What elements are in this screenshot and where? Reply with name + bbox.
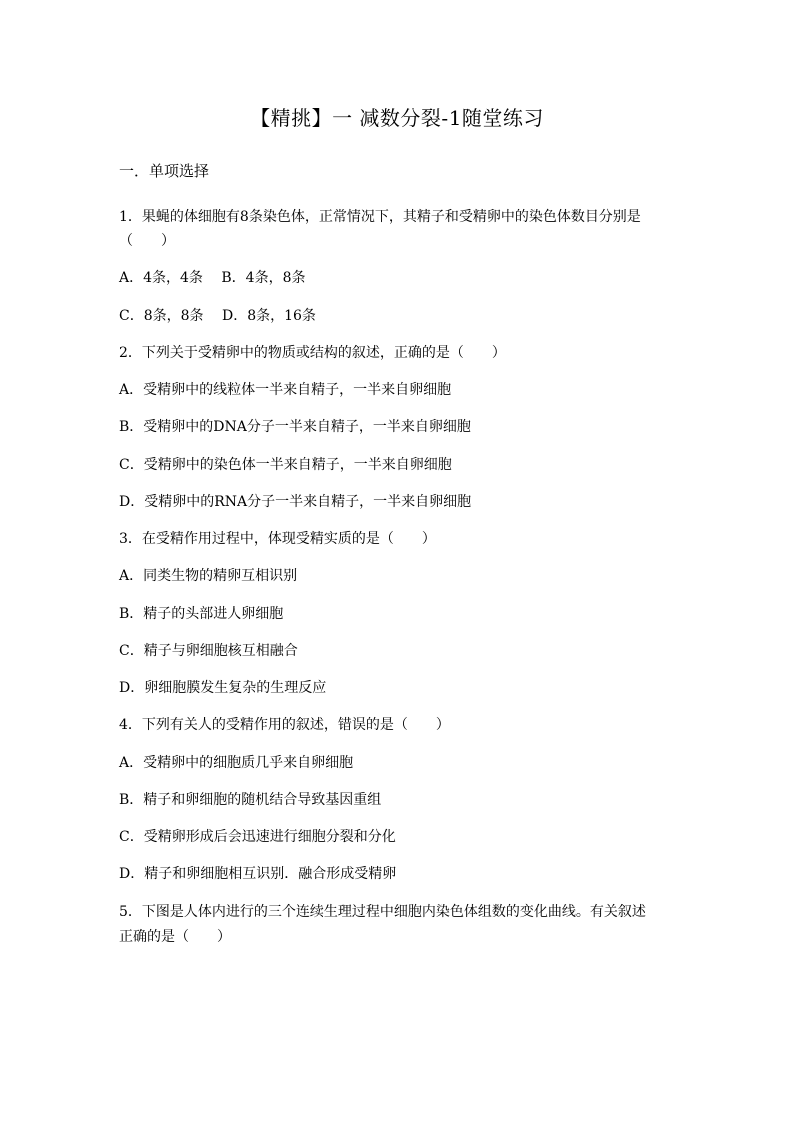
question-1-options-row-2: C．8条，8条 D．8条，16条 [119, 308, 316, 324]
question-3-option-b: B．精子的头部进人卵细胞 [119, 606, 284, 622]
question-5-stem-line-2: 正确的是（ ） [119, 929, 231, 945]
page-title: 【精挑】一 减数分裂-1随堂练习 [250, 106, 544, 130]
question-4-option-a: A．受精卵中的细胞质几乎来自卵细胞 [119, 755, 354, 771]
question-2-option-a: A．受精卵中的线粒体一半来自精子，一半来自卵细胞 [119, 382, 452, 398]
question-3-stem: 3．在受精作用过程中，体现受精实质的是（ ） [119, 531, 436, 547]
question-2-option-c: C．受精卵中的染色体一半来自精子，一半来自卵细胞 [119, 457, 452, 473]
question-5-stem-line-1: 5．下图是人体内进行的三个连续生理过程中细胞内染色体组数的变化曲线。有关叙述 [119, 904, 646, 920]
question-1-stem-line-1: 1．果蝇的体细胞有8条染色体，正常情况下，其精子和受精卵中的染色体数目分别是 [119, 209, 641, 225]
question-4-option-c: C．受精卵形成后会迅速进行细胞分裂和分化 [119, 829, 396, 845]
question-4-option-d: D．精子和卵细胞相互识别．融合形成受精卵 [119, 866, 397, 882]
question-3-option-d: D．卵细胞膜发生复杂的生理反应 [119, 680, 327, 696]
question-3-option-a: A．同类生物的精卵互相识别 [119, 568, 298, 584]
question-1-stem-line-2: （ ） [119, 233, 175, 249]
question-2-option-d: D．受精卵中的RNA分子一半来自精子，一半来自卵细胞 [119, 494, 472, 510]
section-heading: 一．单项选择 [119, 162, 210, 180]
question-3-option-c: C．精子与卵细胞核互相融合 [119, 643, 298, 659]
question-4-option-b: B．精子和卵细胞的随机结合导致基因重组 [119, 792, 382, 808]
question-1-options-row-1: A．4条，4条 B．4条，8条 [119, 270, 306, 286]
question-2-stem: 2．下列关于受精卵中的物质或结构的叙述，正确的是（ ） [119, 345, 506, 361]
question-4-stem: 4．下列有关人的受精作用的叙述，错误的是（ ） [119, 717, 450, 733]
question-2-option-b: B．受精卵中的DNA分子一半来自精子，一半来自卵细胞 [119, 419, 471, 435]
